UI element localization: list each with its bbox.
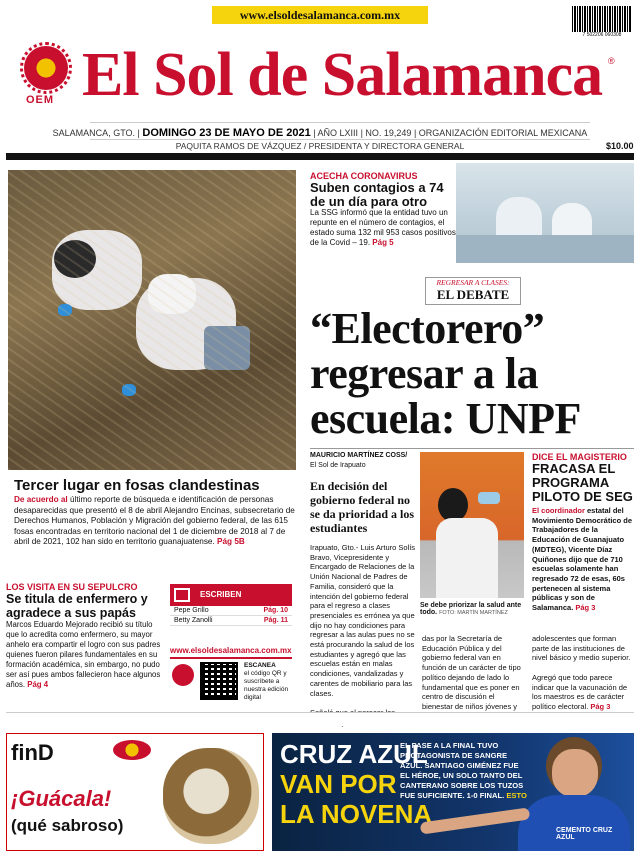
fracasa-text: estatal del Movimiento Democrático de Trabajadores de la Educación de Guanajuato (MDTEG), Vicente Díaz Quiñones dijo que de 710 escuelas solamente han regresado 72 de esas, 60s pertenecen al sistema públicas y son de Salamanca. bbox=[532, 506, 633, 613]
visita-body bbox=[6, 620, 162, 690]
issue-date: DOMINGO 23 DE MAYO DE 2021 bbox=[142, 127, 311, 139]
divider bbox=[310, 448, 634, 449]
visita-kicker: LOS VISITA EN SU SEPULCRO bbox=[6, 582, 138, 592]
water-bottle bbox=[478, 492, 500, 504]
divider bbox=[90, 122, 590, 123]
issue-year: AÑO LXIII bbox=[317, 128, 359, 138]
sun-logo-core bbox=[24, 46, 68, 90]
player-arm bbox=[420, 807, 531, 834]
pencil-icon bbox=[174, 588, 190, 602]
col3-page[interactable]: Pág 3 bbox=[590, 701, 611, 711]
girl-shirt bbox=[436, 518, 498, 598]
scan-title: ESCANEA bbox=[244, 662, 276, 669]
scan-callout bbox=[244, 662, 292, 702]
app-logo-icon bbox=[172, 664, 194, 686]
fracasa-body bbox=[532, 506, 634, 613]
city: SALAMANCA, GTO. bbox=[52, 128, 136, 138]
byline: MAURICIO MARTÍNEZ COSS/ bbox=[310, 452, 408, 459]
jersey-sponsor: CEMENTO CRUZ AZUL bbox=[556, 827, 613, 841]
fracasa-kicker: DICE EL MAGISTERIO bbox=[532, 452, 627, 462]
fosas-page[interactable]: Pág 5B bbox=[217, 537, 245, 546]
visita-text: Marcos Eduardo Mejorado recibió su título que lo acredita como enfermero, su mayor anhelo era compartir el logro con sus padres quienes fueron pilares fundamentales en su formación académica, sin embargo, no pudo ser así pues ambos fallecieron hace algunos años. bbox=[6, 620, 161, 689]
fosas-text: último reporte de búsqueda e identificación de personas desaparecidas que presentó el 8 de abril Alejandro Encinas, subsecretario de Derechos Humanos, Población y Migración del gobierno federal, de las 615 fosas encontradas en territorio nacional del 1 de diciembre de 2018 al 7 de abril de 2021, 102 han sido en territorio guanajuatense. bbox=[14, 495, 295, 546]
contagios-headline[interactable]: Suben contagios a 74 de un día para otro bbox=[310, 180, 444, 209]
columnist-page: Pág. 11 bbox=[263, 617, 288, 624]
promo-body bbox=[400, 741, 528, 801]
barcode-number: 7 502206 060308 bbox=[582, 32, 622, 38]
contagios-body bbox=[310, 208, 456, 248]
caption-text: Se debe priorizar la salud ante todo. bbox=[420, 602, 522, 616]
site-url-banner[interactable]: www.elsoldesalamanca.com.mx bbox=[212, 6, 428, 24]
dry-grass-texture bbox=[8, 170, 296, 470]
scan-text: el código QR y suscríbete a nuestra edición digital bbox=[244, 670, 289, 701]
promo-title2: VAN POR bbox=[280, 769, 397, 799]
food-dish-image bbox=[163, 748, 259, 844]
byline-org: El Sol de Irapuato bbox=[310, 462, 366, 469]
fosas-headline[interactable]: Tercer lugar en fosas clandestinas bbox=[14, 477, 260, 494]
fracasa-headline[interactable]: FRACASA EL PROGRAMA PILOTO DE SEG bbox=[532, 461, 633, 504]
cruz-azul-promo[interactable] bbox=[272, 733, 634, 851]
debate-title: EL DEBATE bbox=[436, 287, 510, 302]
fosas-body bbox=[14, 495, 298, 548]
contagios-text: La SSG informó que la entidad tuvo un repunte en el número de contagios, el estado suma 132 mil 953 casos positivos de la Covid – 19. bbox=[310, 208, 456, 247]
masthead: El Sol de Salamanca bbox=[82, 41, 603, 109]
promo-text: EL PASE A LA FINAL TUVO PROTAGONISTA DE SANGRE AZUL. SANTIAGO GIMÉNEZ FUE EL HÉROE, UN SOLO TANTO DEL CANTERANO SOBRE LOS TUZOS FUE SUFICIENTE. 1-0 FINAL. bbox=[400, 741, 524, 800]
fracasa-page[interactable]: Pág 3 bbox=[575, 603, 596, 613]
find-ad[interactable] bbox=[6, 733, 264, 851]
player-face bbox=[552, 749, 598, 797]
section-divider bbox=[6, 712, 634, 726]
contagios-kicker: ACECHA CORONAVIRUS bbox=[310, 171, 418, 181]
fosas-photo bbox=[8, 170, 296, 470]
fracasa-lead: El coordinador bbox=[532, 506, 585, 515]
player-jersey bbox=[518, 795, 630, 851]
publisher: ORGANIZACIÓN EDITORIAL MEXICANA bbox=[418, 128, 588, 138]
divider bbox=[170, 657, 292, 659]
fosas-lead: De acuerdo al bbox=[14, 495, 68, 504]
photo-caption bbox=[420, 602, 524, 616]
columnist-name: Betty Zanolli bbox=[174, 617, 213, 624]
dateline: SALAMANCA, GTO. | DOMINGO 23 DE MAYO DE 2021 | AÑO LXIII | NO. 19,249 | ORGANIZACIÓN EDITORIAL MEXICANA bbox=[52, 127, 588, 139]
visita-page[interactable]: Pág 4 bbox=[27, 680, 49, 689]
girl-hair bbox=[438, 488, 468, 522]
main-deck: En decisión del gobierno federal no se da prioridad a los estudiantes bbox=[310, 479, 415, 535]
debate-label bbox=[425, 277, 521, 305]
contagios-page[interactable]: Pág 5 bbox=[372, 238, 394, 247]
price: $10.00 bbox=[606, 141, 634, 151]
find-logo: finD bbox=[11, 740, 54, 765]
issue-number: NO. 19,249 bbox=[365, 128, 412, 138]
sun-logo-icon bbox=[113, 740, 151, 760]
columnist-name: Pepe Grillo bbox=[174, 607, 209, 614]
debate-kicker: REGRESAR A CLASES: bbox=[436, 278, 510, 287]
visita-headline[interactable]: Se titula de enfermero y agradece a sus papás bbox=[6, 592, 148, 620]
promo-title3: LA NOVENA bbox=[280, 799, 433, 829]
columnist-row[interactable] bbox=[170, 616, 292, 626]
caption-credit: FOTO: MARTÍN MARTÍNEZ bbox=[439, 610, 508, 616]
divider bbox=[90, 139, 590, 140]
main-body-col2: das por la Secretaría de Educación Pública y del gobierno federal van en función de un carácter de tipo político dejando de lado lo fundamental que es poner en centro de discusión el bienestar de niños jóvenes y bbox=[422, 634, 521, 711]
main-body-col3 bbox=[532, 634, 634, 712]
col3-text: adolescentes que forman parte de las instituciones de nivel básico y medio superior. Agregó que todo parece indicar que la vacunación de los maestros es de carácter político electoral. bbox=[532, 634, 631, 711]
header-bar bbox=[6, 153, 634, 160]
hospital-photo bbox=[456, 163, 634, 263]
main-headline[interactable]: “Electorero” regresar a la escuela: UNPF bbox=[310, 304, 581, 443]
registered-icon: ® bbox=[608, 56, 615, 66]
ad-line1: ¡Guácala! bbox=[11, 786, 112, 811]
escriben-title: ESCRIBEN bbox=[170, 584, 292, 606]
oem-logo: OEM bbox=[26, 94, 55, 106]
qr-code-icon[interactable] bbox=[200, 662, 238, 700]
hospital-bed bbox=[456, 235, 634, 263]
site-url-footer[interactable]: www.elsoldesalamanca.com.mx bbox=[170, 646, 292, 655]
main-body: Irapuato, Gto.- Luis Arturo Solís Bravo, Vicepresidente y Encargado de Relaciones de la Unión Nacional de Padres de Familia, consideró que la intención del gobierno federal para el regreso a clases presenciales es errónea ya que dijo no hay condiciones para regresar a las aulas pues no se está procurando la salud de los estudiantes y agregó que las escuelas están en malas condiciones, vandalizadas y carentes de mobiliario para las clases. bbox=[310, 543, 416, 698]
director-line: PAQUITA RAMOS DE VÁZQUEZ / PRESIDENTA Y DIRECTORA GENERAL bbox=[175, 141, 465, 151]
promo-title1: CRUZ AZUL bbox=[280, 739, 428, 769]
esto-brand: ESTO bbox=[506, 791, 527, 800]
ad-line2: (qué sabroso) bbox=[11, 816, 124, 835]
columnist-row[interactable] bbox=[170, 606, 292, 616]
barcode bbox=[572, 6, 632, 32]
columnist-page: Pág. 10 bbox=[263, 607, 288, 614]
girl-photo bbox=[420, 452, 524, 598]
